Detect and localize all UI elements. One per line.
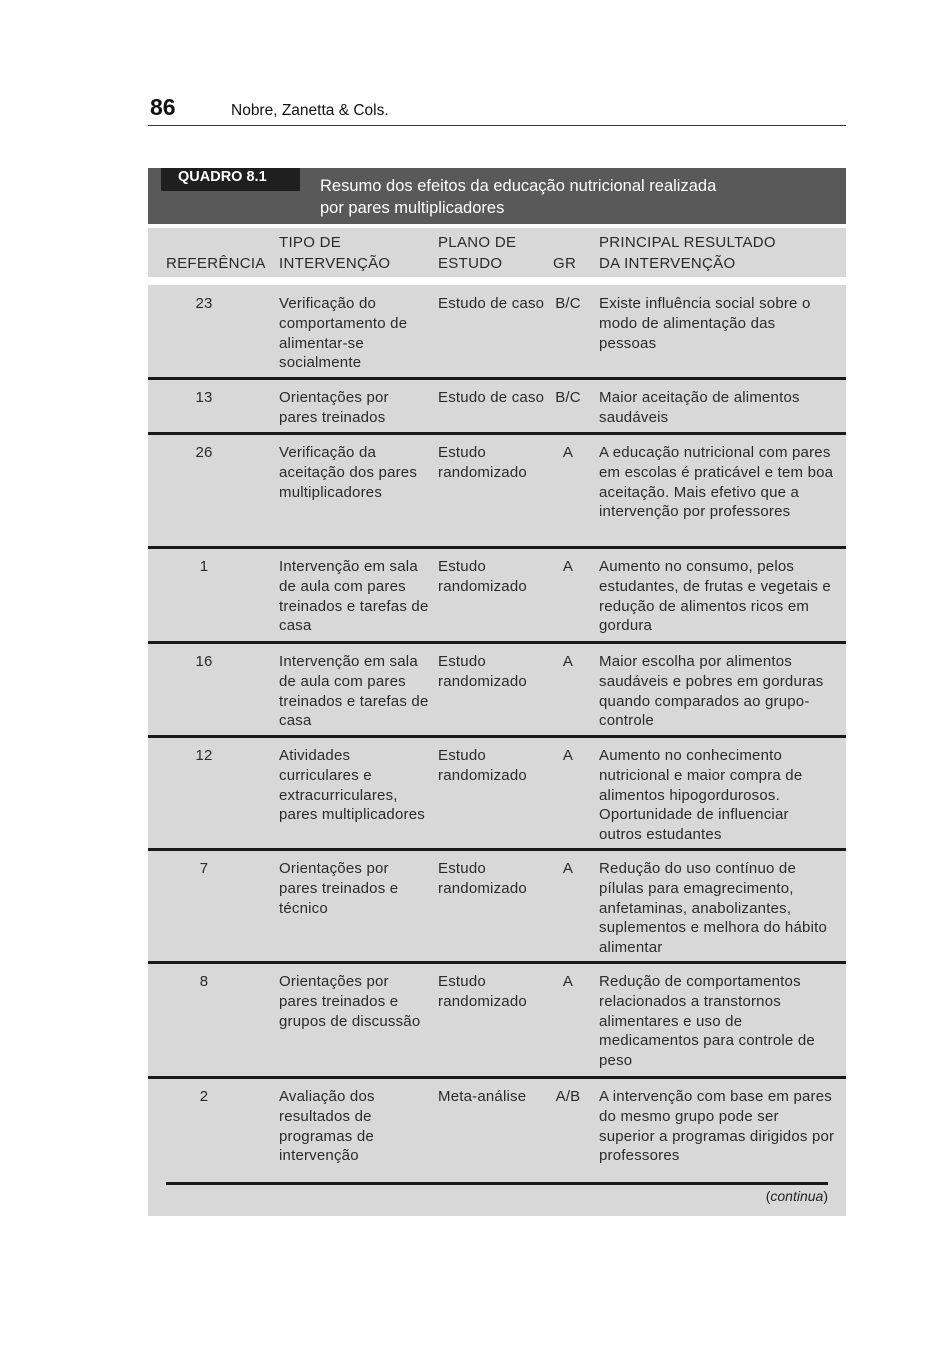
- page-number: 86: [150, 94, 176, 120]
- cell-resultado: Redução de comportamentos relacionados a transtornos alimentares e uso de medicamentos para controle de peso: [599, 973, 815, 1070]
- cell-plano-estudo: Estudo randomizado: [438, 973, 527, 1010]
- cell-tipo-intervencao: Orientações por pares treinados e técnico: [279, 860, 399, 917]
- cell-tipo-intervencao: Atividades curriculares e extracurriculares, pares multiplicadores: [279, 747, 425, 824]
- cell-referencia: 8: [199, 973, 209, 990]
- column-header-tipo-line1: TIPO DE: [279, 234, 342, 251]
- cell-plano-estudo: Estudo randomizado: [438, 747, 527, 784]
- column-header-plano: [438, 232, 516, 277]
- cell-referencia: 7: [199, 860, 209, 877]
- table-row: [148, 964, 846, 1079]
- cell-tipo-intervencao: Verificação do comportamento de alimentar-se socialmente: [279, 295, 408, 372]
- cell-plano-estudo: Estudo de caso: [438, 389, 545, 406]
- footer-divider: [166, 1182, 828, 1185]
- cell-referencia: 13: [195, 389, 213, 406]
- cell-resultado: Existe influência social sobre o modo de alimentação das pessoas: [599, 295, 811, 352]
- cell-gr: A: [562, 653, 574, 670]
- cell-plano-estudo: Estudo randomizado: [438, 444, 527, 481]
- column-header-resultado-line2: DA INTERVENÇÃO: [599, 255, 736, 272]
- cell-tipo-intervencao: Intervenção em sala de aula com pares treinados e tarefas de casa: [279, 653, 429, 730]
- column-header-tipo: [279, 232, 390, 277]
- box-title-bar: [148, 168, 846, 224]
- cell-resultado: Redução do uso contínuo de pílulas para emagrecimento, anfetaminas, anabolizantes, suplementos e melhora do hábito alimentar: [599, 860, 828, 957]
- continua-note: (continua): [765, 1188, 828, 1204]
- header-divider: [148, 277, 846, 285]
- column-header-plano-line1: PLANO DE: [438, 234, 517, 251]
- cell-resultado: A educação nutricional com pares em escolas é praticável e tem boa aceitação. Mais efetivo que a intervenção por professores: [599, 444, 834, 521]
- cell-resultado: Aumento no consumo, pelos estudantes, de frutas e vegetais e redução de alimentos ricos em gordura: [599, 558, 831, 635]
- cell-plano-estudo: Estudo randomizado: [438, 558, 527, 595]
- column-header-tipo-line2: INTERVENÇÃO: [279, 255, 391, 272]
- column-header-resultado: [599, 232, 776, 277]
- cell-resultado: Aumento no conhecimento nutricional e maior compra de alimentos hipogordurosos. Oportunidade de influenciar outros estudantes: [599, 747, 803, 844]
- cell-gr: A: [562, 444, 574, 461]
- cell-referencia: 12: [195, 747, 213, 764]
- column-header-plano-line2: ESTUDO: [438, 255, 503, 272]
- cell-gr: A: [562, 747, 574, 764]
- cell-referencia: 26: [195, 444, 213, 461]
- column-header-resultado-line1: PRINCIPAL RESULTADO: [599, 234, 776, 251]
- continua-text: continua: [770, 1188, 824, 1204]
- table-row: [148, 286, 846, 380]
- cell-tipo-intervencao: Avaliação dos resultados de programas de intervenção: [279, 1088, 375, 1165]
- cell-gr: A: [562, 860, 574, 877]
- cell-referencia: 16: [195, 653, 213, 670]
- cell-referencia: 23: [195, 295, 213, 312]
- cell-gr: A/B: [555, 1088, 581, 1105]
- cell-referencia: 2: [199, 1088, 209, 1105]
- cell-plano-estudo: Estudo randomizado: [438, 653, 527, 690]
- cell-gr: B/C: [555, 389, 581, 406]
- running-title: Nobre, Zanetta & Cols.: [231, 102, 389, 119]
- column-header-gr-label: GR: [553, 255, 577, 272]
- column-header-referencia-label: REFERÊNCIA: [166, 255, 266, 272]
- table-row: [148, 549, 846, 644]
- page-header: [148, 92, 846, 126]
- table-row: [148, 738, 846, 851]
- cell-gr: A: [562, 558, 574, 575]
- table-row: [148, 1079, 846, 1179]
- table-row: [148, 380, 846, 435]
- table-row: [148, 851, 846, 964]
- cell-plano-estudo: Estudo randomizado: [438, 860, 527, 897]
- cell-referencia: 1: [199, 558, 209, 575]
- cell-plano-estudo: Estudo de caso: [438, 295, 545, 312]
- cell-tipo-intervencao: Orientações por pares treinados: [279, 389, 389, 426]
- box-title: Resumo dos efeitos da educação nutricional realizada por pares multiplicadores: [320, 177, 717, 217]
- table-row: [148, 435, 846, 549]
- cell-resultado: Maior aceitação de alimentos saudáveis: [599, 389, 800, 426]
- cell-gr: A: [562, 973, 574, 990]
- cell-tipo-intervencao: Intervenção em sala de aula com pares treinados e tarefas de casa: [279, 558, 429, 635]
- cell-tipo-intervencao: Verificação da aceitação dos pares multiplicadores: [279, 444, 418, 501]
- cell-resultado: A intervenção com base em pares do mesmo grupo pode ser superior a programas dirigidos por professores: [599, 1088, 835, 1165]
- cell-plano-estudo: Meta-análise: [438, 1088, 527, 1105]
- cell-resultado: Maior escolha por alimentos saudáveis e pobres em gorduras quando comparados ao grupo-controle: [599, 653, 824, 730]
- table-row: [148, 644, 846, 738]
- box-label: QUADRO 8.1: [161, 168, 300, 191]
- cell-gr: B/C: [555, 295, 581, 312]
- cell-tipo-intervencao: Orientações por pares treinados e grupos de discussão: [279, 973, 421, 1030]
